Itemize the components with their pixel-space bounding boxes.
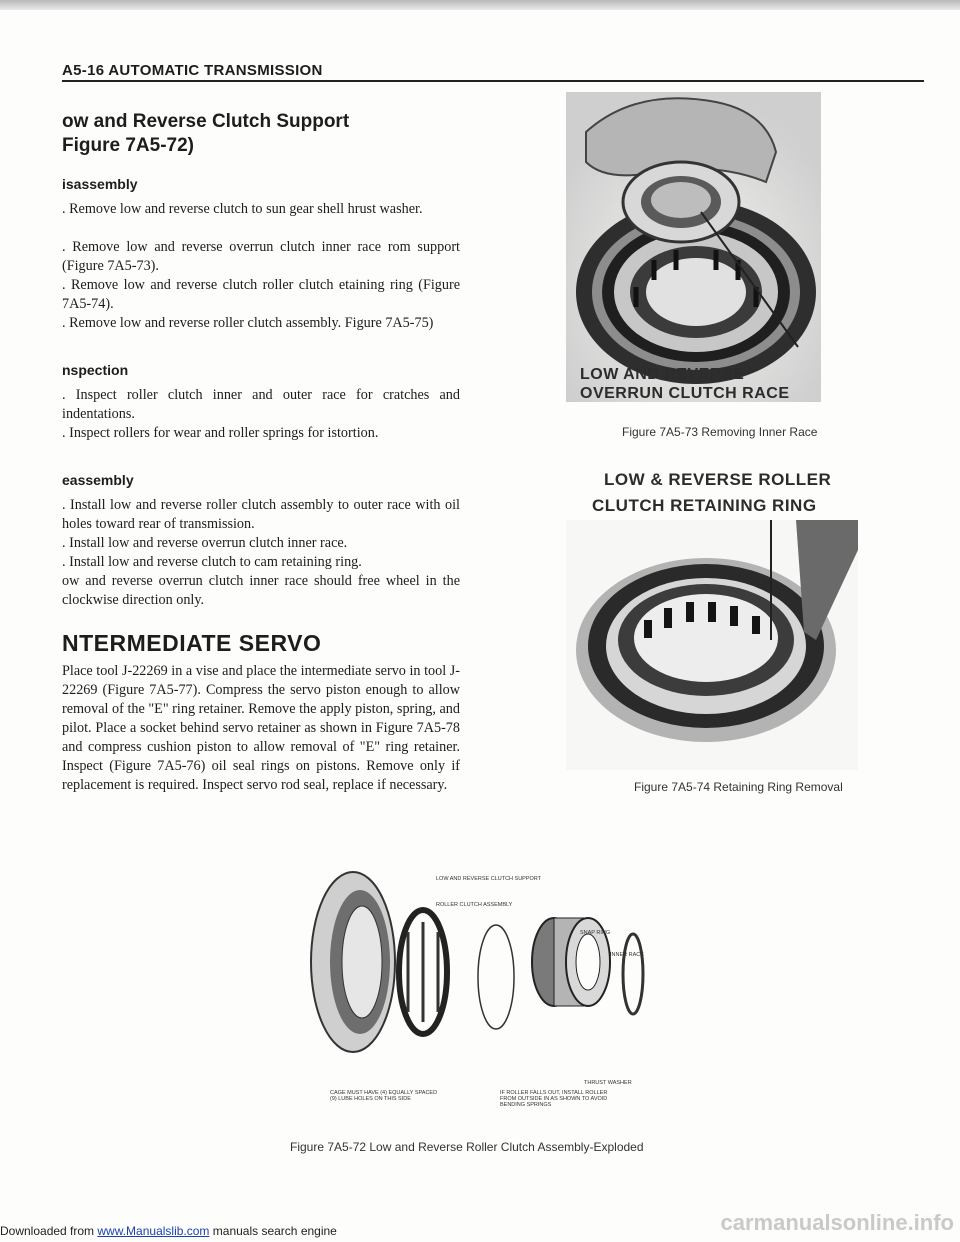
photo-retaining-ring-removal	[566, 520, 858, 770]
diag-label-inner-race: INNER RACE	[610, 952, 644, 958]
fig72-caption: Figure 7A5-72 Low and Reverse Roller Clutch Assembly-Exploded	[290, 1140, 644, 1154]
reassembly-step-2: . Install low and reverse overrun clutch inner race.	[62, 535, 348, 551]
section-title-line1: ow and Reverse Clutch Support	[62, 111, 350, 132]
diag-label-thrust-washer: THRUST WASHER	[584, 1080, 632, 1086]
fig73-caption: Figure 7A5-73 Removing Inner Race	[622, 425, 818, 439]
fig74-caption: Figure 7A5-74 Retaining Ring Removal	[634, 780, 843, 794]
inspection-step-1: . Inspect roller clutch inner and outer race for cratches and indentations.	[62, 387, 460, 422]
diag-label-roller-clutch: ROLLER CLUTCH ASSEMBLY	[436, 902, 513, 908]
diagram-roller-clutch-exploded	[298, 862, 658, 1062]
fig73-label-line1: LOW AND REVERSE	[580, 366, 745, 383]
footer-suffix: manuals search engine	[209, 1224, 337, 1238]
fig74-label-line1: LOW & REVERSE ROLLER	[604, 470, 832, 489]
inspection-step-2: . Inspect rollers for wear and roller springs for istortion.	[62, 425, 379, 441]
section-title-line2: Figure 7A5-72)	[62, 135, 194, 156]
disassembly-heading: isassembly	[62, 176, 138, 192]
page-top-border	[0, 0, 960, 10]
footer-prefix: Downloaded from	[0, 1224, 98, 1238]
inspection-heading: nspection	[62, 362, 129, 378]
diag-label-snap-ring: SNAP RING	[580, 930, 611, 936]
watermark: carmanualsonline.info	[720, 1210, 954, 1235]
diag-label-cage-note: CAGE MUST HAVE (4) EQUALLY SPACED (9) LUBE HOLES ON THIS SIDE	[330, 1090, 438, 1102]
diag-label-roller-note: IF ROLLER FALLS OUT, INSTALL ROLLER FROM OUTSIDE IN AS SHOWN TO AVOID BENDING SPRINGS	[500, 1090, 608, 1108]
reassembly-note: ow and reverse overrun clutch inner race should free wheel in the clockwise direction only.	[62, 573, 460, 608]
page-header: A5-16 AUTOMATIC TRANSMISSION	[62, 62, 323, 79]
disassembly-step-2: . Remove low and reverse overrun clutch inner race rom support (Figure 7A5-73).	[62, 239, 460, 274]
header-rule	[62, 80, 924, 82]
photo-removing-inner-race	[566, 92, 821, 402]
fig73-label-line2: OVERRUN CLUTCH RACE	[580, 385, 790, 402]
reassembly-heading: eassembly	[62, 472, 134, 488]
reassembly-step-1: . Install low and reverse roller clutch assembly to outer race with oil holes toward rear of transmission.	[62, 497, 460, 532]
disassembly-step-4: . Remove low and reverse roller clutch assembly. Figure 7A5-75)	[62, 315, 434, 331]
servo-heading: NTERMEDIATE SERVO	[62, 630, 322, 656]
download-footer	[0, 1224, 337, 1238]
reassembly-step-3: . Install low and reverse clutch to cam retaining ring.	[62, 554, 362, 570]
fig74-label-line2: CLUTCH RETAINING RING	[592, 496, 817, 515]
manualslib-link[interactable]: www.Manualslib.com	[97, 1224, 210, 1238]
diag-label-clutch-support: LOW AND REVERSE CLUTCH SUPPORT	[436, 876, 542, 882]
disassembly-step-3: . Remove low and reverse clutch roller clutch etaining ring (Figure 7A5-74).	[62, 277, 460, 312]
disassembly-step-1: . Remove low and reverse clutch to sun gear shell hrust washer.	[62, 201, 423, 217]
servo-paragraph: Place tool J-22269 in a vise and place the intermediate servo in tool J-22269 (Figure 7A5-77). Compress the servo piston enough to allow removal of the "E" ring retainer. Remove the apply piston, spring, and pilot. Place a socket behind servo retainer as shown in Figure 7A5-78 and compress cushion piston to allow removal of "E" ring retainer. Inspect (Figure 7A5-76) oil seal rings on pistons. Remove only if replacement is required. Inspect servo rod seal, replace if necessary.	[62, 663, 460, 793]
